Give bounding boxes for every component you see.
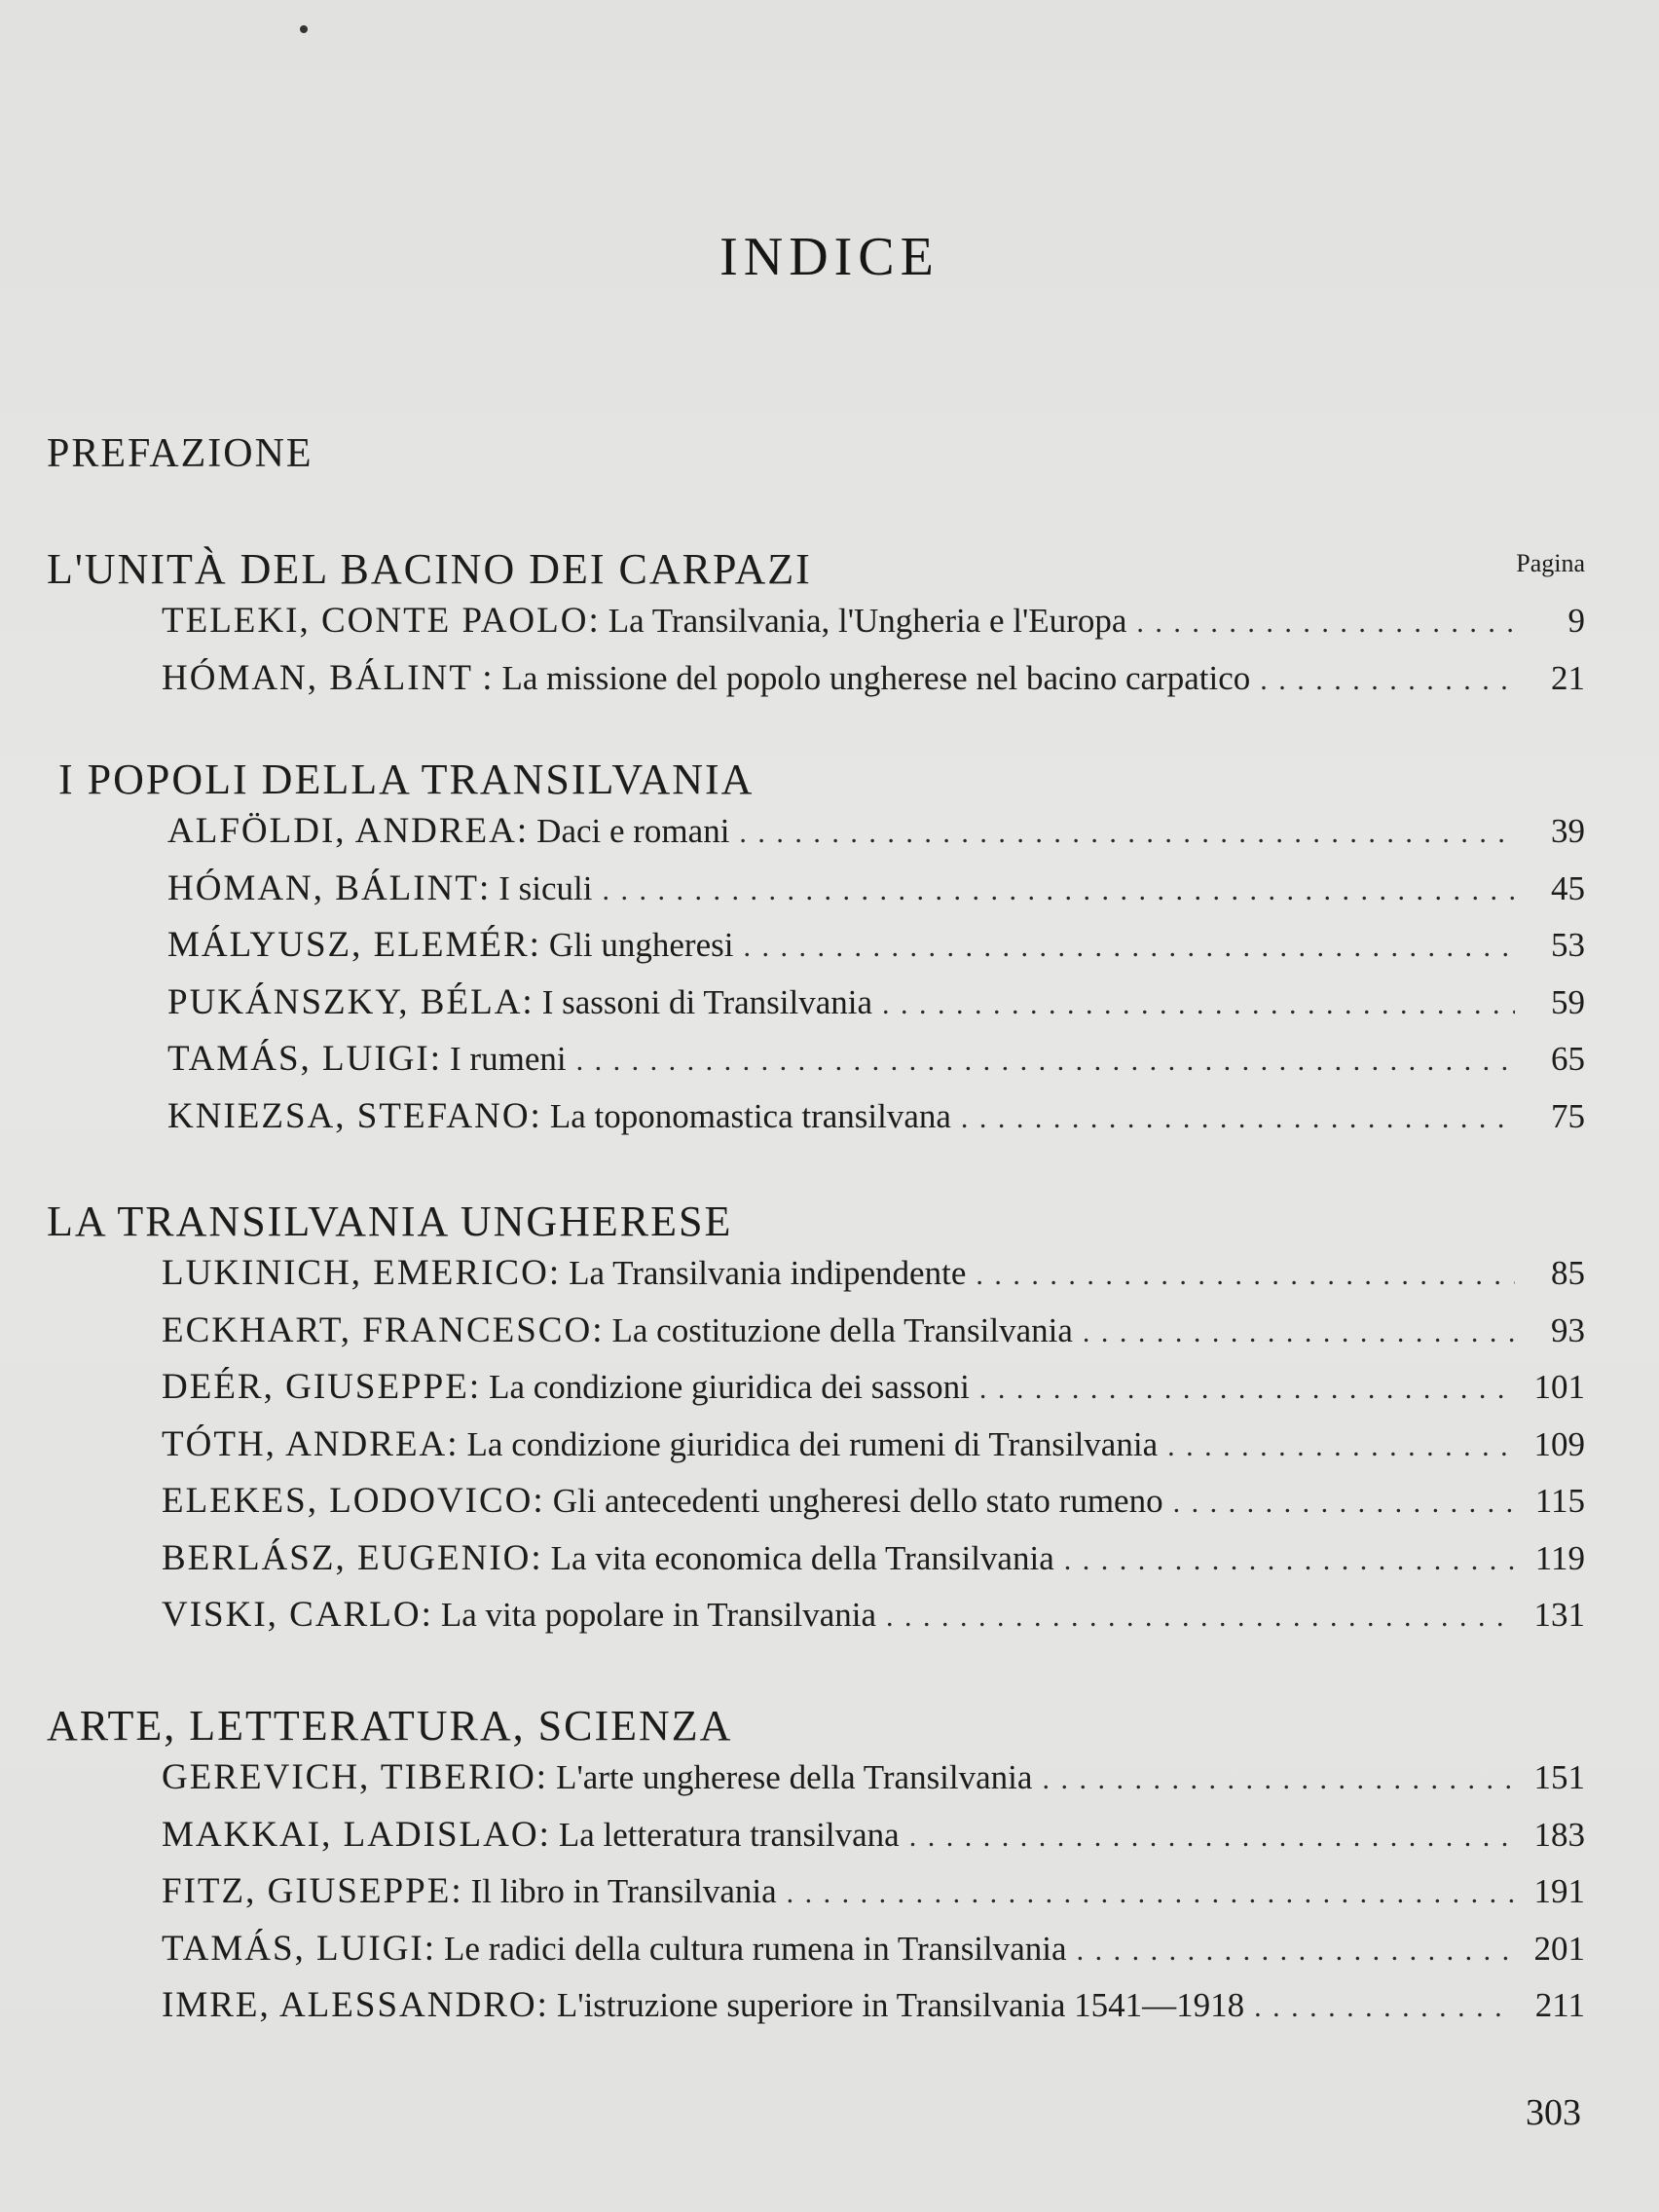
entry-author: MAKKAI, LADISLAO (162, 1814, 539, 1855)
toc-entry[interactable]: FITZ, GIUSEPPE : Il libro in Transilvania . . . 191 (162, 1870, 1585, 1928)
dot-leader (1042, 1763, 1515, 1796)
entry-author: TELEKI, CONTE PAOLO (162, 601, 589, 641)
section-title-text: L'UNITÀ DEL BACINO DEI CARPAZI (47, 545, 812, 593)
entry-page-number: 75 (1551, 1096, 1585, 1135)
entry-list (162, 1252, 1585, 1651)
page-title: INDICE (719, 227, 940, 287)
entry-author: IMRE, ALESSANDRO (162, 1985, 537, 2025)
entry-work: La toponomastica transilvana (549, 1096, 951, 1135)
dot-leader (976, 1259, 1515, 1292)
entry-author: TÓTH, ANDREA (162, 1423, 448, 1464)
entry-author: ALFÖLDI, ANDREA (167, 811, 517, 851)
toc-entry[interactable]: HÓMAN, BÁLINT : La missione del popolo ungherese nel bacino carpatico . . . 21 (162, 657, 1585, 715)
entry-author: BERLÁSZ, EUGENIO (162, 1537, 532, 1578)
entry-page-number: 59 (1551, 982, 1585, 1021)
dot-leader (1254, 1991, 1515, 2024)
entry-author: FITZ, GIUSEPPE (162, 1871, 452, 1911)
entry-page-number: 101 (1533, 1368, 1585, 1406)
entry-author: VISKI, CARLO (162, 1595, 422, 1635)
entry-work: Le radici della cultura rumena in Transilvania (444, 1929, 1067, 1968)
section-title (47, 539, 1585, 600)
entry-author: HÓMAN, BÁLINT (162, 657, 473, 698)
section-transilvania-ungherese (47, 1192, 1585, 1651)
entry-page-number: 9 (1567, 602, 1585, 640)
section-unita (47, 539, 1585, 714)
entry-author: KNIEZSA, STEFANO (167, 1095, 531, 1136)
dot-leader (1167, 1430, 1515, 1463)
dot-leader (1260, 664, 1515, 697)
entry-work: L'arte ungherese della Transilvania (556, 1758, 1033, 1796)
entry-author: DEÉR, GIUSEPPE (162, 1367, 469, 1407)
entry-author: ELEKES, LODOVICO (162, 1481, 534, 1521)
entry-page-number: 65 (1551, 1040, 1585, 1078)
entry-work: Il libro in Transilvania (470, 1872, 777, 1910)
entry-work: La vita economica della Transilvania (550, 1538, 1054, 1577)
entry-work: La Transilvania, l'Ungheria e l'Europa (608, 602, 1127, 640)
toc-entry[interactable]: KNIEZSA, STEFANO : La toponomastica transilvana . . . 75 (167, 1095, 1585, 1153)
entry-work: La Transilvania indipendente (569, 1254, 967, 1292)
entry-work: I siculi (498, 868, 593, 907)
entry-work: La letteratura transilvana (558, 1815, 900, 1854)
section-popoli (58, 750, 1585, 1152)
entry-page-number: 131 (1533, 1596, 1585, 1634)
toc-entry[interactable]: GEREVICH, TIBERIO : L'arte ungherese della Transilvania . . . 151 (162, 1756, 1585, 1814)
toc-entry[interactable]: HÓMAN, BÁLINT : I siculi . . . 45 (167, 867, 1585, 925)
dot-leader (1083, 1316, 1515, 1349)
pagina-label: Pagina (1516, 549, 1585, 577)
entry-work: La missione del popolo ungherese nel bacino carpatico (501, 658, 1251, 697)
entry-page-number: 109 (1533, 1424, 1585, 1463)
entry-author: HÓMAN, BÁLINT (167, 867, 479, 908)
entry-author: ECKHART, FRANCESCO (162, 1309, 593, 1350)
toc-entry[interactable]: TÓTH, ANDREA : La condizione giuridica dei rumeni di Transilvania . . . 109 (162, 1423, 1585, 1481)
toc-entry[interactable]: TAMÁS, LUIGI : Le radici della cultura rumena in Transilvania . . . 201 (162, 1928, 1585, 1985)
entry-page-number: 53 (1551, 926, 1585, 964)
page-folio-number: 303 (1526, 2092, 1581, 2133)
entry-page-number: 85 (1551, 1254, 1585, 1292)
toc-entry[interactable]: ECKHART, FRANCESCO : La costituzione della Transilvania . . . 93 (162, 1309, 1585, 1367)
entry-author: PUKÁNSZKY, BÉLA (167, 981, 523, 1022)
toc-entry[interactable]: PUKÁNSZKY, BÉLA : I sassoni di Transilvania . . . 59 (167, 981, 1585, 1039)
toc-entry[interactable]: MÁLYUSZ, ELEMÉR : Gli ungheresi . . . 53 (167, 924, 1585, 981)
section-title: LA TRANSILVANIA UNGHERESE (47, 1198, 733, 1245)
entry-page-number: 119 (1534, 1538, 1585, 1577)
entry-page-number: 183 (1533, 1815, 1585, 1854)
entry-list (167, 810, 1585, 1152)
dot-leader (882, 988, 1515, 1021)
dot-leader (743, 931, 1515, 964)
dot-leader (576, 1045, 1515, 1078)
entry-work: I rumeni (450, 1040, 567, 1078)
section-title: ARTE, LETTERATURA, SCIENZA (47, 1702, 733, 1750)
dot-leader (739, 817, 1515, 850)
section-title: I POPOLI DELLA TRANSILVANIA (58, 756, 755, 803)
toc-entry[interactable]: TELEKI, CONTE PAOLO : La Transilvania, l'Ungheria e l'Europa . . . 9 (162, 600, 1585, 657)
entry-author: TAMÁS, LUIGI (162, 1928, 424, 1969)
entry-page-number: 191 (1533, 1872, 1585, 1910)
toc-entry[interactable]: LUKINICH, EMERICO : La Transilvania indipendente . . . 85 (162, 1252, 1585, 1309)
toc-entry[interactable]: DEÉR, GIUSEPPE : La condizione giuridica dei sassoni . . . 101 (162, 1366, 1585, 1423)
entry-list (162, 600, 1585, 714)
dot-leader (961, 1102, 1515, 1135)
dot-leader (1136, 607, 1515, 640)
entry-page-number: 151 (1533, 1758, 1585, 1796)
toc-entry[interactable]: BERLÁSZ, EUGENIO : La vita economica della Transilvania . . . 119 (162, 1537, 1585, 1595)
entry-work: Gli ungheresi (548, 926, 734, 964)
entry-author: GEREVICH, TIBERIO (162, 1757, 536, 1797)
preface-heading: PREFAZIONE (47, 431, 313, 476)
entry-author: TAMÁS, LUIGI (167, 1039, 430, 1079)
entry-work: La condizione giuridica dei rumeni di Transilvania (466, 1424, 1159, 1463)
entry-list (162, 1756, 1585, 2042)
dot-leader (1173, 1487, 1515, 1520)
toc-entry[interactable]: TAMÁS, LUIGI : I rumeni . . . 65 (167, 1038, 1585, 1095)
toc-entry[interactable]: ELEKES, LODOVICO : Gli antecedenti ungheresi dello stato rumeno . . . 115 (162, 1480, 1585, 1537)
entry-work: Daci e romani (536, 812, 730, 850)
entry-work: La vita popolare in Transilvania (440, 1596, 876, 1634)
entry-author: MÁLYUSZ, ELEMÉR (167, 925, 530, 965)
toc-entry[interactable]: IMRE, ALESSANDRO : L'istruzione superiore in Transilvania 1541—1918 . . . 211 (162, 1984, 1585, 2042)
entry-work: I sassoni di Transilvania (541, 982, 873, 1021)
entry-page-number: 45 (1551, 868, 1585, 907)
entry-work: Gli antecedenti ungheresi dello stato rumeno (552, 1482, 1163, 1520)
dot-leader (979, 1373, 1515, 1406)
ink-speck (300, 25, 308, 33)
section-arte (47, 1696, 1585, 2042)
toc-entry[interactable]: ALFÖLDI, ANDREA : Daci e romani . . . 39 (167, 810, 1585, 867)
dot-leader (1077, 1935, 1515, 1968)
entry-page-number: 115 (1534, 1482, 1585, 1520)
entry-page-number: 201 (1533, 1929, 1585, 1968)
entry-work: L'istruzione superiore in Transilvania 1541—1918 (556, 1986, 1245, 2024)
entry-author: LUKINICH, EMERICO (162, 1253, 549, 1293)
entry-page-number: 93 (1551, 1310, 1585, 1349)
dot-leader (909, 1821, 1515, 1854)
entry-page-number: 21 (1551, 658, 1585, 697)
toc-entry[interactable]: VISKI, CARLO : La vita popolare in Transilvania . . . 131 (162, 1594, 1585, 1651)
entry-page-number: 39 (1551, 812, 1585, 850)
dot-leader (602, 874, 1515, 907)
entry-work: La costituzione della Transilvania (611, 1310, 1073, 1349)
toc-entry[interactable]: MAKKAI, LADISLAO : La letteratura transilvana . . . 183 (162, 1814, 1585, 1871)
dot-leader (1064, 1544, 1515, 1577)
dot-leader (886, 1601, 1515, 1634)
dot-leader (787, 1877, 1515, 1910)
entry-work: La condizione giuridica dei sassoni (489, 1368, 970, 1406)
entry-page-number: 211 (1534, 1986, 1585, 2024)
